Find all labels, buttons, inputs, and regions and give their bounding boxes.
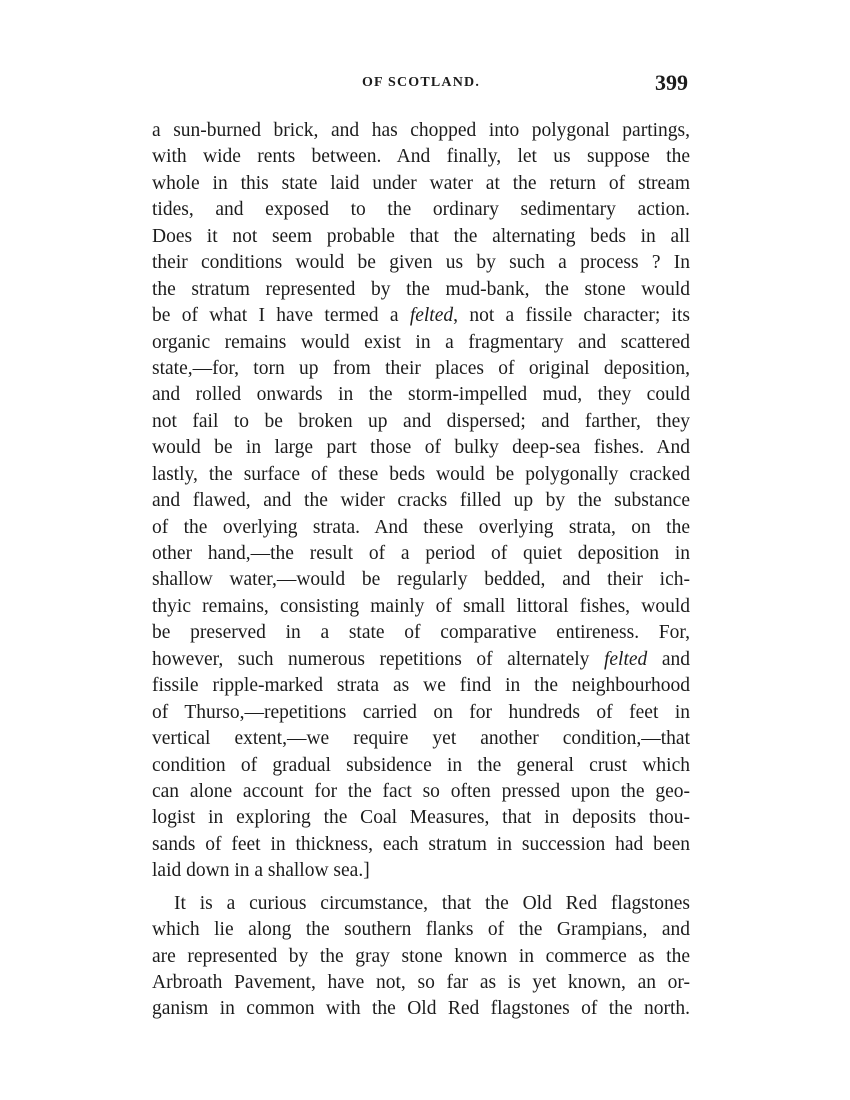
- text-line: would be in large part those of bulky deep-sea fishes. And: [152, 437, 690, 459]
- text-line: other hand,—the result of a period of quiet deposition in: [152, 543, 690, 564]
- text-line: Arbroath Pavement, have not, so far as is yet known, an or-: [152, 972, 690, 993]
- text-line: however, such numerous repetitions of alternately felted and: [152, 648, 690, 670]
- text-line: and rolled onwards in the storm-impelled mud, they could: [152, 384, 690, 406]
- text-line: lastly, the surface of these beds would be polygonally cracked: [152, 463, 690, 485]
- text-line: are represented by the gray stone known in commerce as the: [152, 945, 690, 967]
- text-line: ganism in common with the Old Red flagstones of the north.: [152, 998, 690, 1020]
- text-line: not fail to be broken up and dispersed; and farther, they: [152, 410, 690, 432]
- text-line: laid down in a shallow sea.]: [152, 860, 370, 882]
- text-line: shallow water,—would be regularly bedded, and their ich-: [152, 569, 690, 591]
- text-line: whole in this state laid under water at the return of stream: [152, 172, 690, 194]
- body-text: [152, 118, 690, 1023]
- text-line: condition of gradual subsidence in the general crust which: [152, 754, 690, 776]
- italic-word: felted: [409, 305, 454, 327]
- text-line: fissile ripple-marked strata as we find in the neighbourhood: [152, 675, 690, 697]
- paragraph: [152, 891, 690, 1023]
- text-line: of Thurso,—repetitions carried on for hundreds of feet in: [152, 701, 690, 723]
- text-line: be of what I have termed a felted, not a fissile character; its: [152, 305, 690, 327]
- text-line: the stratum represented by the mud-bank, the stone would: [152, 278, 690, 300]
- text-line: with wide rents between. And finally, let us suppose the: [152, 146, 690, 168]
- text-line: tides, and exposed to the ordinary sedimentary action.: [152, 199, 690, 221]
- text-line: organic remains would exist in a fragmentary and scattered: [152, 331, 690, 353]
- running-title: OF SCOTLAND.: [361, 75, 481, 90]
- text-line: sands of feet in thickness, each stratum in succession had been: [152, 833, 690, 855]
- text-line: thyic remains, consisting mainly of small littoral fishes, would: [152, 595, 690, 617]
- text-line: can alone account for the fact so often pressed upon the geo-: [152, 780, 690, 802]
- text-line: It is a curious circumstance, that the Old Red flagstones: [174, 892, 690, 914]
- text-line: and flawed, and the wider cracks filled up by the substance: [152, 490, 690, 512]
- text-line: their conditions would be given us by such a process ? In: [152, 252, 690, 274]
- running-head: [152, 70, 690, 100]
- text-line: a sun-burned brick, and has chopped into polygonal partings,: [152, 120, 690, 141]
- text-line: logist in exploring the Coal Measures, that in deposits thou-: [152, 807, 690, 829]
- text-line: state,—for, torn up from their places of original deposition,: [152, 357, 690, 379]
- text-line: of the overlying strata. And these overlying strata, on the: [152, 516, 690, 538]
- italic-word: felted: [603, 648, 648, 670]
- page-number: 399: [655, 70, 688, 95]
- text-line: Does it not seem probable that the alternating beds in all: [152, 225, 690, 247]
- text-line: which lie along the southern flanks of the Grampians, and: [152, 919, 690, 941]
- text-line: be preserved in a state of comparative entireness. For,: [152, 622, 690, 644]
- paragraph: [152, 118, 690, 885]
- text-line: vertical extent,—we require yet another condition,—that: [152, 728, 690, 750]
